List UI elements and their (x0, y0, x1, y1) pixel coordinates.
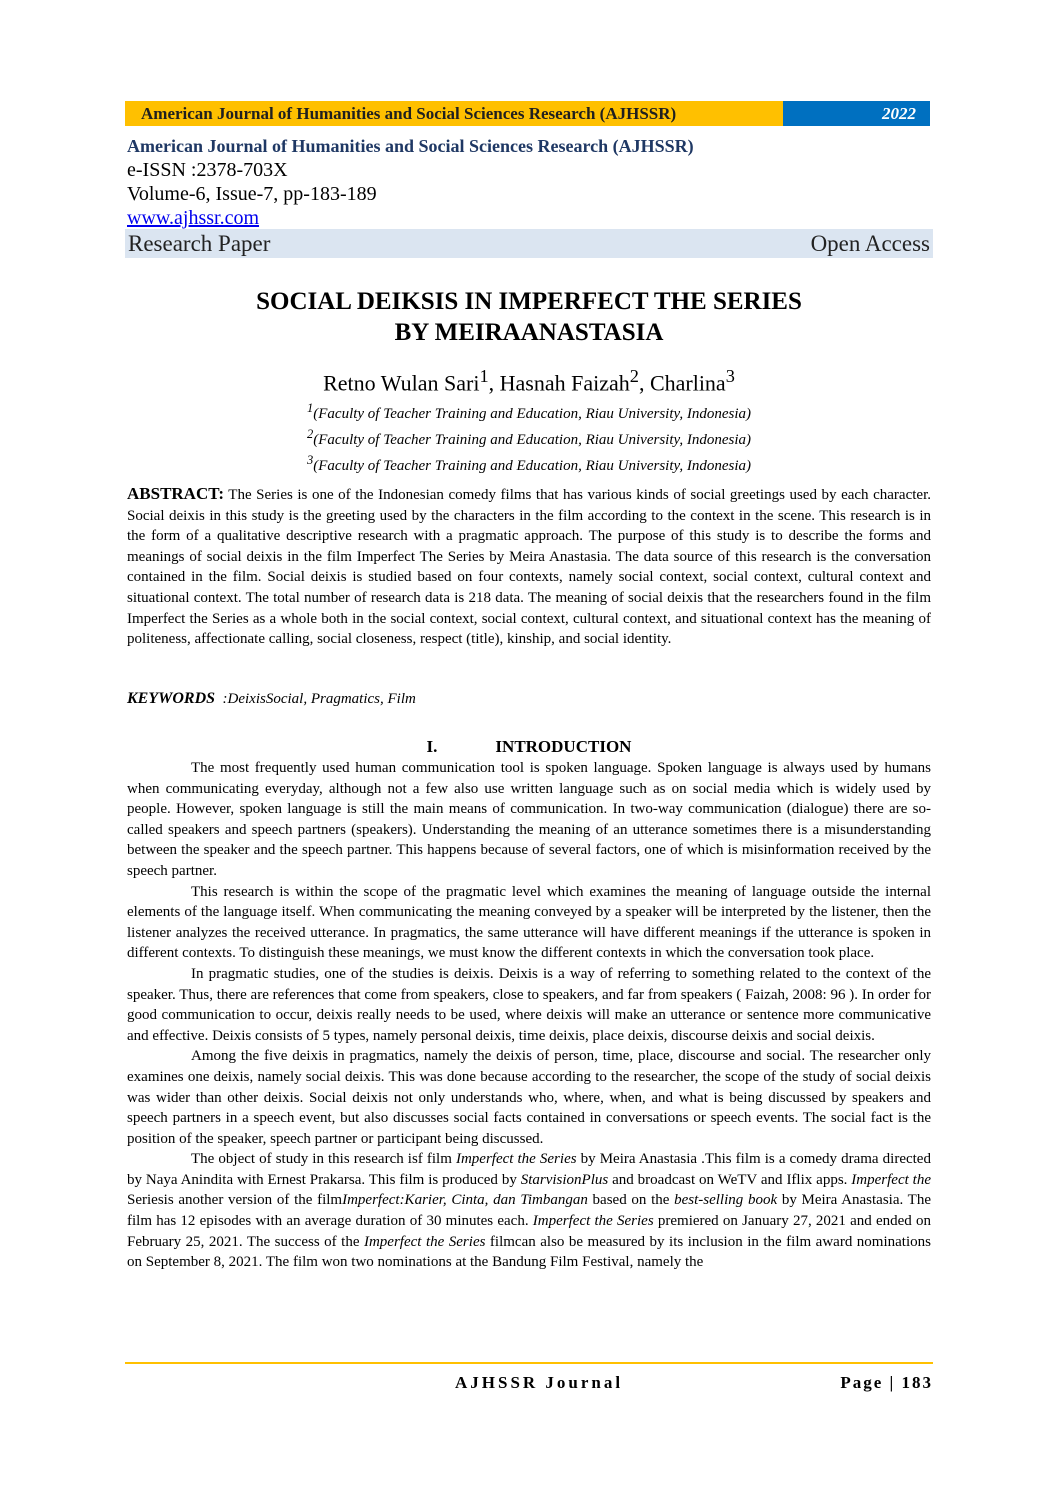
affiliation-text: (Faculty of Teacher Training and Education, Riau University, Indonesia) (313, 458, 751, 474)
text-run: by Meira Anastasia. The film has 12 episodes with an average duration of 30 minutes each. (127, 1192, 931, 1230)
issn: e-ISSN :2378-703X (127, 159, 288, 181)
author-name: Retno Wulan Sari (323, 370, 480, 396)
italic-book: best-selling book (674, 1192, 778, 1209)
footer-page (840, 1373, 933, 1393)
italic-film-title: Imperfect the (851, 1171, 931, 1188)
italic-film-title: Imperfect the Series (532, 1213, 654, 1230)
author-sup: 2 (629, 366, 639, 386)
abstract-label: ABSTRACT: (127, 484, 224, 503)
affiliation (0, 398, 1058, 424)
paper-type: Research Paper (128, 231, 271, 256)
access-type: Open Access (810, 231, 930, 256)
journal-website-link[interactable]: www.ajhssr.com (127, 207, 260, 229)
text-run: and broadcast on WeTV and Iflix apps. (608, 1171, 852, 1188)
abstract-text: The Series is one of the Indonesian comedy films that has various kinds of social greetings used by each character. Social deixis in this study is the greeting used by the characters in the film according to the context in the scene. This research is in the form of a qualitative descriptive research with a pragmatic approach. The purpose of this study is to describe the forms and meanings of social deixis in the film Imperfect The Series by Meira Anastasia. The data source of this research is the conversation contained in the film. Social deixis is studied based on four contexts, namely social context, social context, cultural context and situational context. The total number of research data is 218 data. The meaning of social deixis that the researchers found in the film Imperfect the Series as a whole both in the social context, social context, cultural context, and situational context has the meaning of politeness, affectionate calling, social closeness, respect (title), kinship, and social identity. (127, 487, 931, 648)
journal-info (127, 134, 694, 230)
affiliation-sup: 3 (307, 453, 314, 467)
keywords (127, 690, 416, 708)
footer-journal: AJHSSR Journal (455, 1373, 624, 1392)
affiliation-sup: 1 (307, 401, 314, 415)
header-journal-name: American Journal of Humanities and Social Sciences Research (AJHSSR) (125, 101, 783, 126)
section-heading (0, 737, 1058, 757)
body-text (127, 758, 931, 1273)
author-sup: 3 (725, 366, 735, 386)
paragraph: This research is within the scope of the pragmatic level which examines the meaning of language outside the internal elements of the language itself. When communicating the meaning conveyed by a speaker will be interpreted by the listener, then the listener analyzes the received utterance. In pragmatics, the same utterance will have different meanings if the utterance is spoken in different contexts. To distinguish these meanings, we must know the different contexts in which the conversation took place. (127, 883, 931, 962)
italic-producer: StarvisionPlus (520, 1171, 609, 1188)
text-run: The object of study in this research isf film (191, 1151, 456, 1168)
keywords-text: :DeixisSocial, Pragmatics, Film (222, 691, 416, 707)
italic-film-title: Imperfect the Series (455, 1151, 577, 1168)
page-number: 183 (901, 1373, 933, 1392)
abstract (127, 484, 931, 650)
paragraph: In pragmatic studies, one of the studies is deixis. Deixis is a way of referring to something related to the context of the speaker. Thus, there are references that come from speakers, close to speakers, and far from speakers ( Faizah, 2008: 96 ). In order for good communication to occur, deixis really needs to be used, where deixis will make an utterance or sentence more communicative and effective. Deixis consists of 5 types, namely personal deixis, time deixis, place deixis, discourse deixis and social deixis. (127, 965, 931, 1044)
text-run: filmcan also be measured by its inclusion in the film award nominations on September 8, 2021. The film won two nominations at the Bandung Film Festival, namely the (127, 1233, 931, 1271)
title-line-2: BY MEIRAANASTASIA (394, 319, 664, 346)
keywords-label: KEYWORDS (127, 690, 216, 707)
volume-issue: Volume-6, Issue-7, pp-183-189 (127, 183, 377, 205)
paragraph: Among the five deixis in pragmatics, namely the deixis of person, time, place, discourse and social. The researcher only examines one deixis, namely social deixis. This was done because according to the researcher, the scope of the study of social deixis was wider than other deixis. Social deixis not only understands who, where, when, and what is being discussed by speakers and speech partners in a speech event, but also discusses social facts contained in conversations or speech events. The social fact is the position of the speaker, speech partner or participant being discussed. (127, 1048, 931, 1147)
italic-film-title: Imperfect:Karier, Cinta, dan Timbangan (342, 1192, 588, 1209)
affiliation-text: (Faculty of Teacher Training and Education, Riau University, Indonesia) (313, 406, 751, 422)
text-run: based on the (587, 1192, 675, 1209)
running-header (125, 101, 930, 126)
paragraph (127, 1149, 931, 1273)
author-list: Retno Wulan Sari$^1$, Hasnah Faizah$^2$, Charlina$^3$ (323, 366, 735, 396)
author-sup: 1 (479, 366, 489, 386)
section-number: I. (426, 737, 438, 756)
author-name: Hasnah Faizah (499, 370, 630, 396)
affiliation-sup: 2 (307, 427, 314, 441)
paper-type-bar (125, 229, 933, 258)
affiliation-text: (Faculty of Teacher Training and Education, Riau University, Indonesia) (313, 432, 751, 448)
author-name: Charlina (649, 370, 726, 396)
paragraph: The most frequently used human communication tool is spoken language. Spoken language is always used by humans when communicating everyday, although not a few also use written language such as on social media which is widely used by people. However, spoken language is still the main means of communication. In two-way communication (dialogue) there are so-called speakers and speech partners (speakers). Understanding the meaning of an utterance sometimes there is a misunderstanding between the speaker and the speech partner. This happens because of several factors, one of which is misinformation received by the speech partner. (127, 760, 931, 879)
text-run: Seriesis another version of the film (127, 1192, 343, 1209)
affiliation (0, 424, 1058, 450)
title-line-1: SOCIAL DEIKSIS IN IMPERFECT THE SERIES (256, 288, 802, 315)
page-label: Page | (840, 1373, 902, 1392)
text-run: by Meira Anastasia .This film is a comedy drama directed by Naya Anindita with Ernest Prakarsa. This film is produced by (127, 1151, 931, 1188)
header-year: 2022 (783, 101, 930, 126)
footer-rule (125, 1362, 933, 1364)
journal-name: American Journal of Humanities and Social Sciences Research (AJHSSR) (127, 136, 694, 156)
affiliations (0, 398, 1058, 476)
italic-film-title: Imperfect the Series (363, 1233, 486, 1250)
affiliation (0, 450, 1058, 476)
section-title: INTRODUCTION (495, 737, 632, 756)
paper-title (0, 286, 1058, 348)
text-run: premiered on January 27, 2021 and ended on February 25, 2021. The success of the (127, 1213, 931, 1250)
